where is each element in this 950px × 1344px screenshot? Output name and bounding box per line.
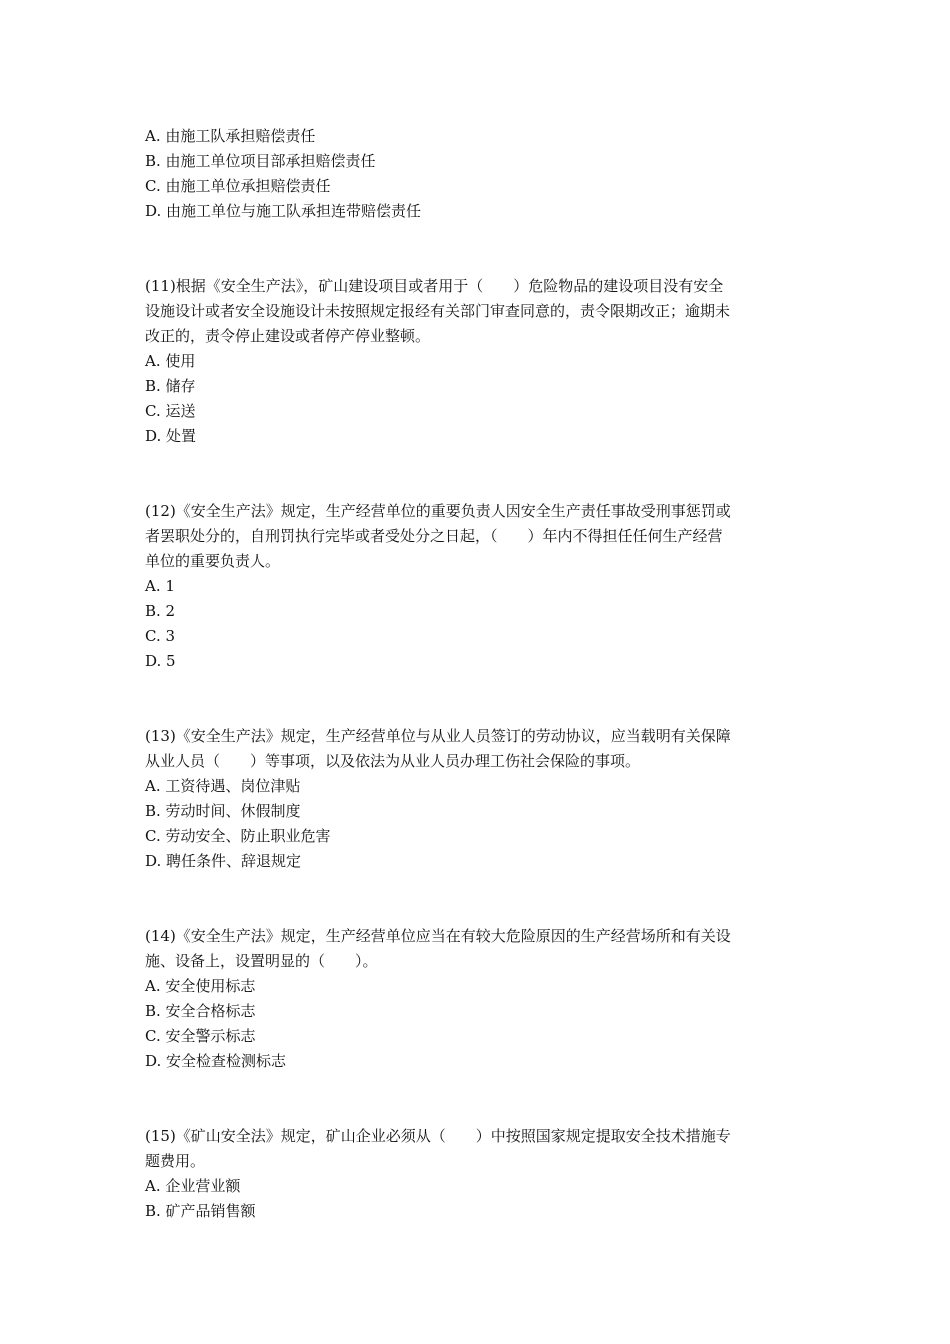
question-text-line: (13)《安全生产法》规定，生产经营单位与从业人员签订的劳动协议，应当载明有关保障 (145, 727, 731, 745)
option-a: A. 安全使用标志 (145, 977, 256, 995)
option-c: C. 劳动安全、防止职业危害 (145, 827, 331, 845)
top-options (145, 124, 810, 224)
question-text-line: (12)《安全生产法》规定，生产经营单位的重要负责人因安全生产责任事故受刑事惩罚或 (145, 502, 731, 520)
question-15 (145, 1124, 810, 1224)
question-13 (145, 724, 810, 874)
option-d: D. 处置 (145, 427, 197, 445)
question-text-line: 单位的重要负责人。 (145, 552, 281, 570)
question-text-line: (15)《矿山安全法》规定，矿山企业必须从（ ）中按照国家规定提取安全技术措施专 (145, 1127, 731, 1145)
option-c: C. 运送 (145, 402, 196, 420)
question-text-line: 改正的，责令停止建设或者停产停业整顿。 (145, 327, 431, 345)
option-a: A. 企业营业额 (145, 1177, 241, 1195)
option-b: B. 劳动时间、休假制度 (145, 802, 301, 820)
question-text-line: (11)根据《安全生产法》，矿山建设项目或者用于（ ）危险物品的建设项目没有安全 (145, 277, 724, 295)
option-c: C. 由施工单位承担赔偿责任 (145, 177, 331, 195)
option-b: B. 由施工单位项目部承担赔偿责任 (145, 152, 376, 170)
option-d: D. 安全检查检测标志 (145, 1052, 287, 1070)
question-11 (145, 274, 810, 449)
option-d: D. 5 (145, 652, 176, 670)
option-b: B. 2 (145, 602, 176, 620)
option-a: A. 工资待遇、岗位津贴 (145, 777, 301, 795)
option-c: C. 安全警示标志 (145, 1027, 256, 1045)
question-text-line: 者罢职处分的，自刑罚执行完毕或者受处分之日起，（ ）年内不得担任任何生产经营 (145, 527, 723, 545)
question-text-line: 设施设计或者安全设施设计未按照规定报经有关部门审查同意的，责令限期改正；逾期未 (145, 302, 731, 320)
option-a: A. 使用 (145, 352, 196, 370)
option-a: A. 由施工队承担赔偿责任 (145, 127, 316, 145)
document-page (145, 124, 810, 1224)
question-12 (145, 499, 810, 674)
option-a: A. 1 (145, 577, 175, 595)
question-text-line: 从业人员（ ）等事项，以及依法为从业人员办理工伤社会保险的事项。 (145, 752, 641, 770)
question-text-line: 施、设备上，设置明显的（ ）。 (145, 952, 378, 970)
option-b: B. 储存 (145, 377, 196, 395)
option-d: D. 由施工单位与施工队承担连带赔偿责任 (145, 202, 422, 220)
option-d: D. 聘任条件、辞退规定 (145, 852, 302, 870)
option-b: B. 矿产品销售额 (145, 1202, 256, 1220)
question-text-line: (14)《安全生产法》规定，生产经营单位应当在有较大危险原因的生产经营场所和有关设 (145, 927, 731, 945)
option-c: C. 3 (145, 627, 176, 645)
option-b: B. 安全合格标志 (145, 1002, 256, 1020)
question-text-line: 题费用。 (145, 1152, 206, 1170)
question-14 (145, 924, 810, 1074)
